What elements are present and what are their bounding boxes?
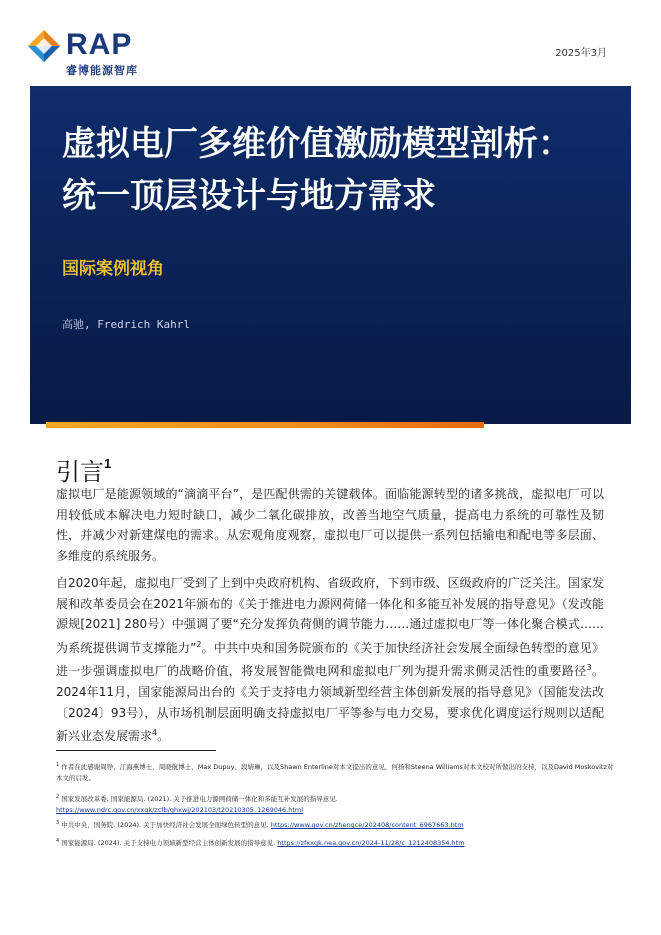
footnote-divider xyxy=(56,750,216,751)
hero-banner xyxy=(30,86,631,424)
footnote-text: 国家能源局. (2024). 关于支持电力领域新型经营主体创新发展的指导意见. xyxy=(61,839,276,847)
footnote-4 xyxy=(56,836,616,849)
section-heading-text: 引言 xyxy=(56,458,104,486)
section-heading xyxy=(56,452,111,487)
footnote-2 xyxy=(56,792,616,816)
authors: 高驰, Fredrich Kahrl xyxy=(62,318,190,331)
footnote-text: 中共中央，国务院. (2024). 关于加快经济社会发展全面绿色转型的意见. xyxy=(61,821,269,829)
footnote-marker: 1 xyxy=(104,456,112,471)
footnote-number: 1 xyxy=(56,762,60,768)
footnote-link[interactable]: https://www.ndrc.gov.cn/xxgk/zcfb/ghxwj/202103/t20210305_1269046.html xyxy=(56,806,303,814)
footnote-marker: 2 xyxy=(196,639,202,649)
footnote-marker: 3 xyxy=(586,663,592,673)
publication-date: 2025年3月 xyxy=(555,48,607,59)
paragraph-2-text-d: 。 xyxy=(157,729,170,744)
footnote-link[interactable]: https://zfxxgk.nea.gov.cn/2024-11/28/c_1212408354.htm xyxy=(277,839,465,847)
footnote-number: 4 xyxy=(56,838,60,844)
footnote-link[interactable]: https://www.gov.cn/zhengce/202408/content_6967663.htm xyxy=(270,821,464,829)
paragraph-2-text-a: 自2020年起，虚拟电厂受到了上到中央政府机构、省级政府，下到市级、区级政府的广泛关注。国家发展和改革委员会在2021年颁布的《关于推进电力源网荷储一体化和多能互补发展的指导意见》（发改能源规[2021] 280号）中强调了要“充分发挥负荷侧的调节能力……通过虚拟电厂等一体化聚合模式……为系统提供调节支撑能力” xyxy=(56,576,604,655)
document-title: 虚拟电厂多维价值激励模型剖析：统一顶层设计与地方需求 xyxy=(62,124,572,216)
footnote-1 xyxy=(56,760,616,784)
accent-bar xyxy=(46,422,484,428)
document-subtitle: 国际案例视角 xyxy=(62,259,164,279)
footnote-3 xyxy=(56,818,616,831)
paragraph-2-text-c: 。2024年11月，国家能源局出台的《关于支持电力领域新型经营主体创新发展的指导意见》（国能发法改〔2024〕93号），从市场机制层面明确支持虚拟电厂平等参与电力交易，要求优化调度运行规则以适配新兴业态发展需求 xyxy=(56,664,604,744)
logo-subtitle: 睿博能源智库 xyxy=(66,64,138,77)
paragraph-2-text-b: 。中共中央和国务院颁布的《关于加快经济社会发展全面绿色转型的意见》进一步强调虚拟电厂的战略价值，将发展智能微电网和虚拟电厂列为提升需求侧灵活性的重要路径 xyxy=(56,640,604,679)
logo-text: RAP xyxy=(66,28,133,61)
footnote-number: 3 xyxy=(56,820,60,826)
paragraph-1: 虚拟电厂是能源领域的“滴滴平台”，是匹配供需的关键载体。面临能源转型的诸多挑战，虚拟电厂可以用较低成本解决电力短时缺口，减少二氧化碳排放，改善当地空气质量，提高电力系统的可靠性及韧性，并减少对新建煤电的需求。从宏观角度观察，虚拟电厂可以提供一系列包括输电和配电等多层面、多维度的系统服务。 xyxy=(56,487,604,563)
footnote-number: 2 xyxy=(56,794,60,800)
paragraph-2 xyxy=(56,573,604,747)
footnote-text: 国家发展改革委, 国家能源局. (2021). 关于推进电力源网荷储一体化和多能互补发展的指导意见. xyxy=(61,795,338,803)
footnote-marker: 4 xyxy=(152,728,158,738)
rap-logo xyxy=(28,28,148,80)
footnote-text: 作者在此感谢周铮、江海燕博士、周晓航博士、Max Dupuy、段婧琳，以及Shawn Enterline对本文提出的意见，何扬和Steena Williams对本文校对所做出的支持，以及David Moskovitz对本文的启发。 xyxy=(56,763,614,782)
rap-diamond-icon xyxy=(28,30,60,62)
